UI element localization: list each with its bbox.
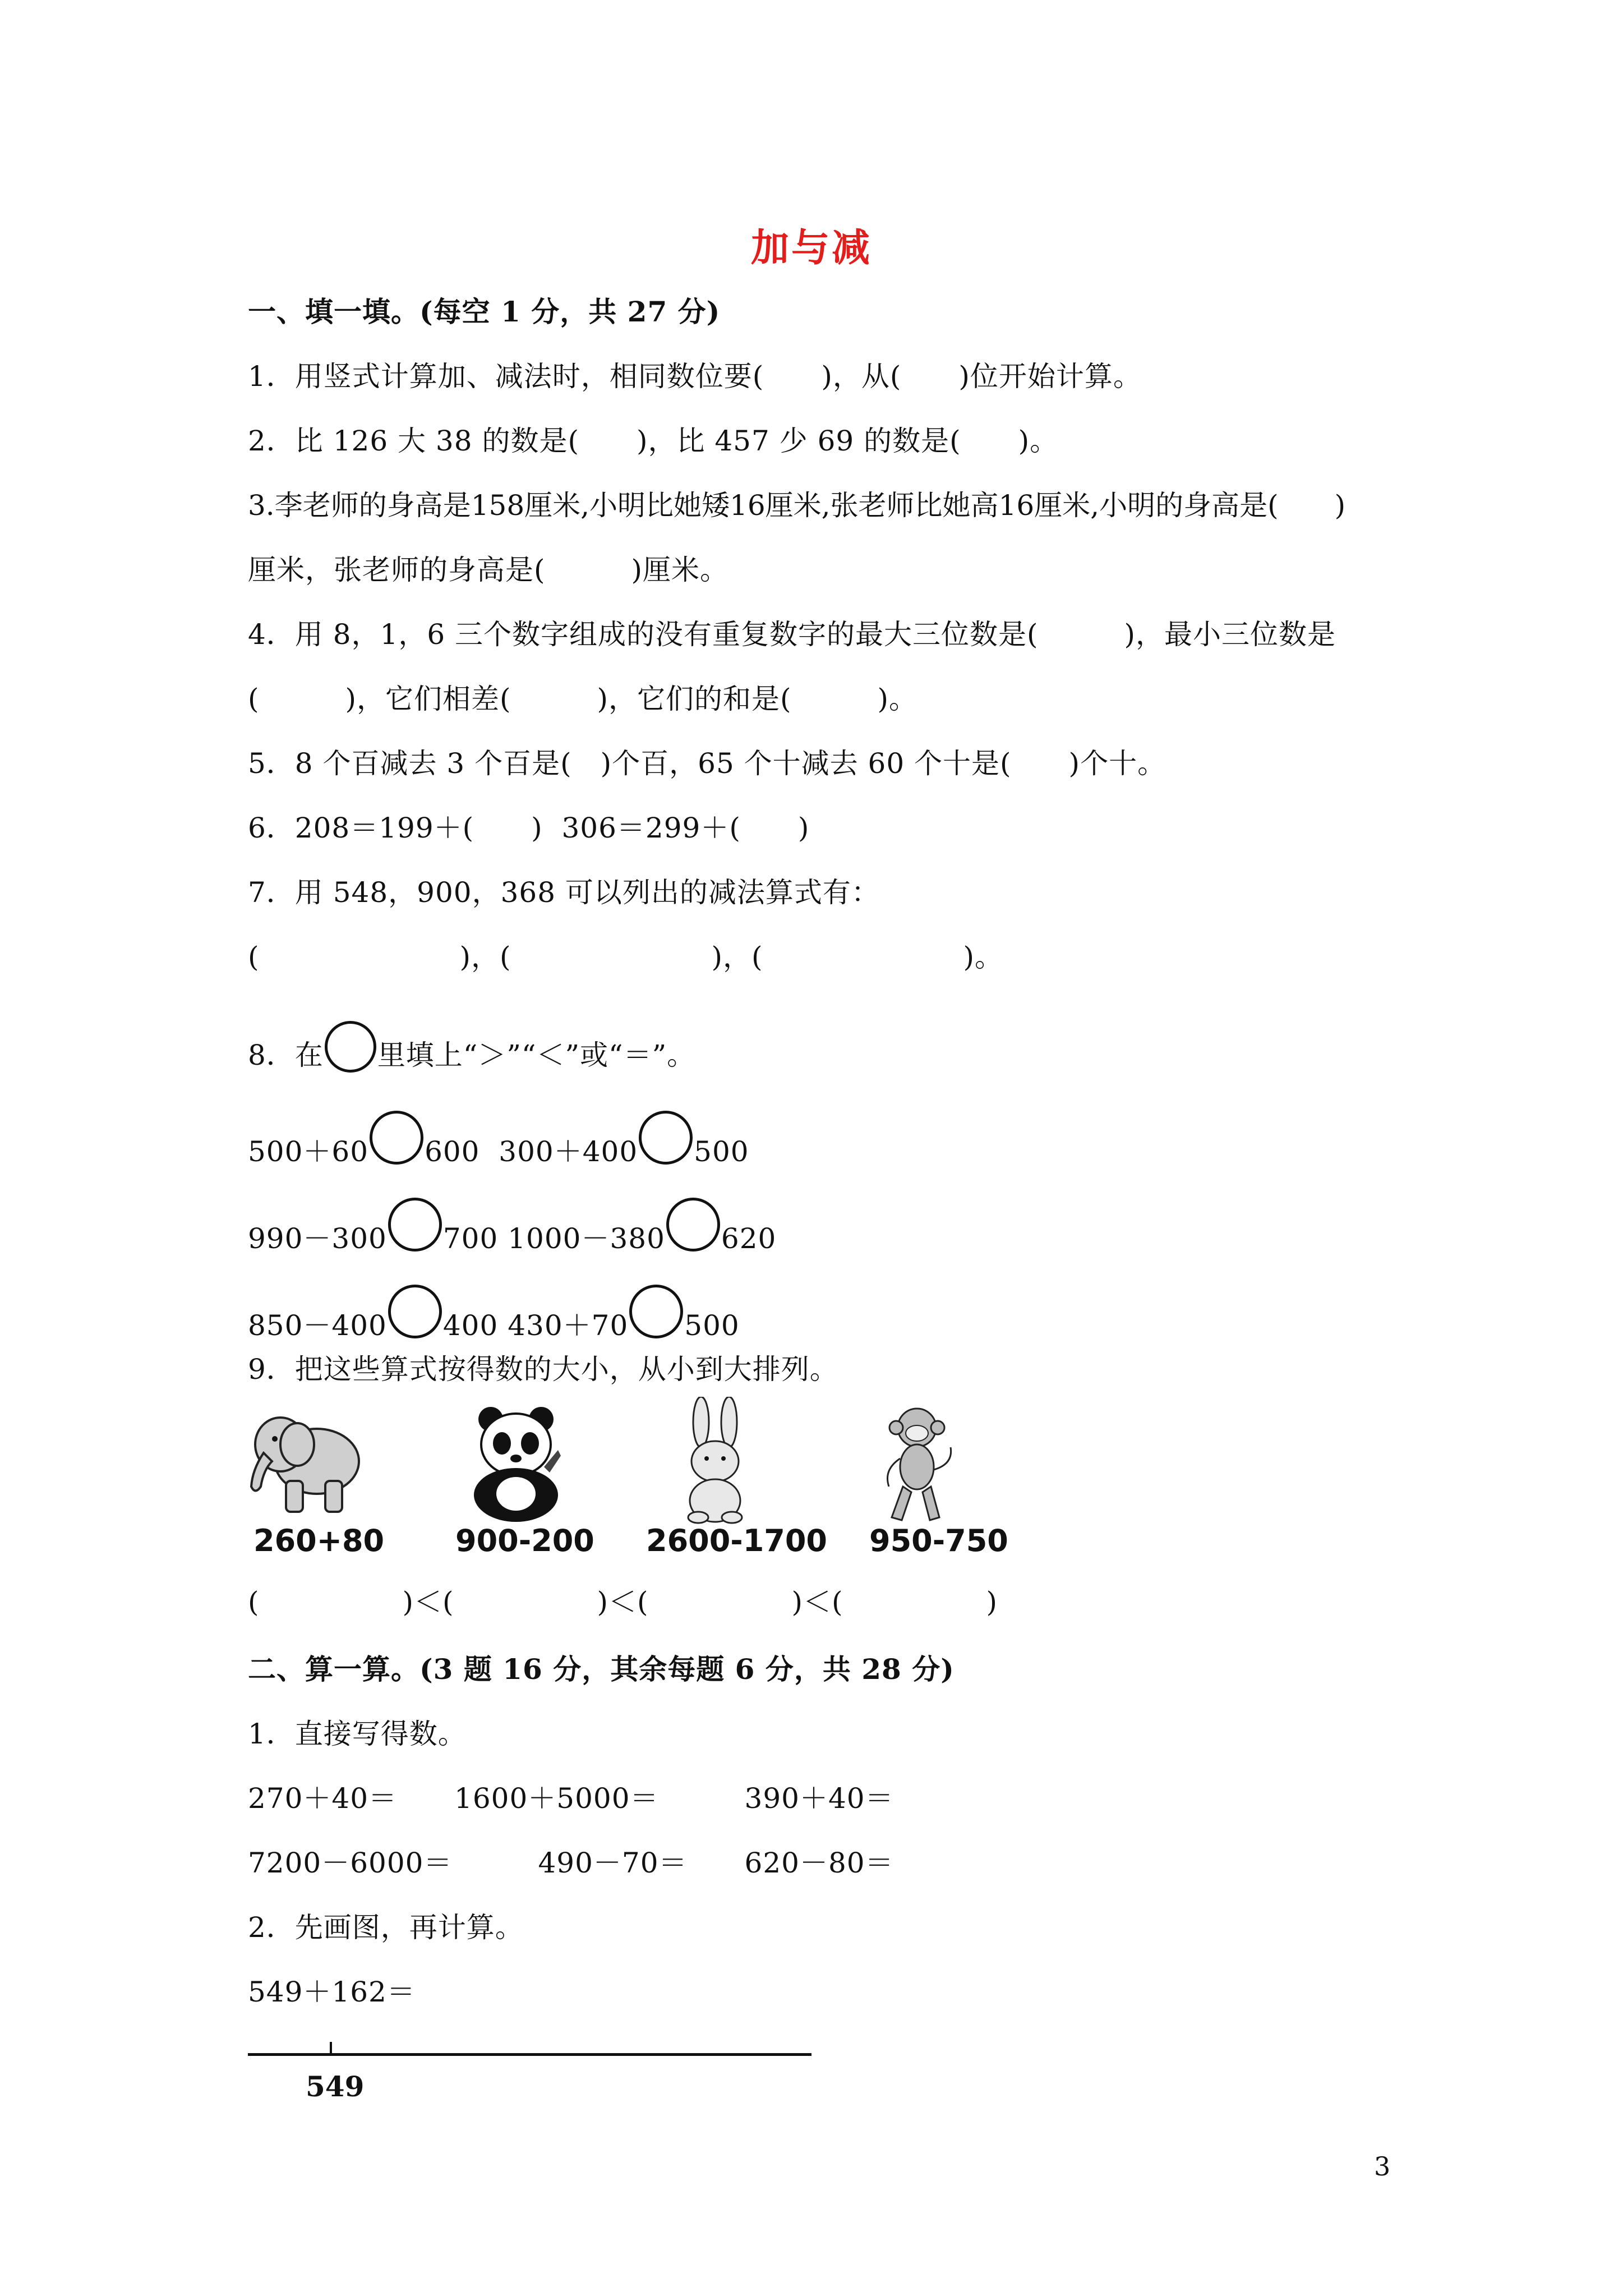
question-7-line2: ( )，( )，( )。 bbox=[248, 941, 1004, 973]
compare-row-3 bbox=[248, 1285, 740, 1343]
compare-left: 300＋400 bbox=[499, 1135, 638, 1168]
question-9-answer: ( )＜( )＜( )＜( ) bbox=[248, 1586, 998, 1618]
compare-right: 500 bbox=[684, 1309, 740, 1342]
panda-icon bbox=[460, 1400, 572, 1523]
elephant-icon bbox=[241, 1397, 370, 1520]
page-title: 加与减 bbox=[750, 226, 872, 270]
compare-right: 700 bbox=[442, 1222, 499, 1255]
question-4-line2: ( )，它们相差( )，它们的和是( )。 bbox=[248, 683, 918, 715]
question-7-line1: 7．用 548，900，368 可以列出的减法算式有： bbox=[248, 876, 880, 909]
compare-left: 850－400 bbox=[248, 1309, 387, 1342]
compare-right: 620 bbox=[721, 1222, 777, 1255]
compare-circle[interactable] bbox=[388, 1198, 442, 1251]
compare-circle[interactable] bbox=[629, 1285, 683, 1338]
expr-monkey: 950-750 bbox=[869, 1523, 1008, 1558]
compare-row-1 bbox=[248, 1111, 749, 1169]
question-8 bbox=[248, 1021, 695, 1073]
question-3-line2: 厘米，张老师的身高是( )厘米。 bbox=[248, 554, 729, 586]
question-5: 5．8 个百减去 3 个百是( )个百，65 个十减去 60 个十是( )个十。 bbox=[248, 747, 1166, 780]
monkey-icon bbox=[875, 1402, 959, 1526]
compare-right: 600 bbox=[425, 1135, 480, 1168]
expr-elephant: 260+80 bbox=[253, 1523, 385, 1558]
number-line-tick bbox=[330, 2042, 332, 2056]
question-1: 1．用竖式计算加、减法时，相同数位要( )，从( )位开始计算。 bbox=[248, 360, 1142, 393]
question-9: 9．把这些算式按得数的大小，从小到大排列。 bbox=[248, 1353, 838, 1386]
question-8-pre: 8．在 bbox=[248, 1039, 324, 1071]
section2-question-1: 1．直接写得数。 bbox=[248, 1718, 467, 1750]
section1-heading: 一、填一填。(每空 1 分，共 27 分) bbox=[248, 295, 721, 328]
compare-left: 430＋70 bbox=[508, 1309, 629, 1342]
compare-right: 400 bbox=[442, 1309, 499, 1342]
page-number: 3 bbox=[1374, 2151, 1391, 2182]
section2-question-2-expr: 549＋162＝ bbox=[248, 1976, 416, 2008]
compare-left: 500＋60 bbox=[248, 1135, 369, 1168]
compare-circle[interactable] bbox=[639, 1111, 693, 1165]
compare-circle[interactable] bbox=[388, 1285, 442, 1338]
question-4-line1: 4．用 8，1，6 三个数字组成的没有重复数字的最大三位数是( )，最小三位数是 bbox=[248, 618, 1336, 651]
question-2: 2．比 126 大 38 的数是( )，比 457 少 69 的数是( )。 bbox=[248, 425, 1059, 457]
compare-row-2 bbox=[248, 1198, 776, 1256]
calc-row-1: 270＋40＝ 1600＋5000＝ 390＋40＝ bbox=[248, 1782, 894, 1815]
compare-left: 1000－380 bbox=[508, 1222, 665, 1255]
rabbit-icon bbox=[673, 1397, 757, 1526]
compare-right: 500 bbox=[694, 1135, 749, 1168]
compare-left: 990－300 bbox=[248, 1222, 387, 1255]
section2-heading: 二、算一算。(3 题 16 分，其余每题 6 分，共 28 分) bbox=[248, 1653, 955, 1686]
expr-panda: 900-200 bbox=[455, 1523, 594, 1558]
calc-row-2: 7200－6000＝ 490－70＝ 620－80＝ bbox=[248, 1847, 894, 1879]
number-line bbox=[248, 2053, 811, 2056]
compare-circle[interactable] bbox=[325, 1021, 376, 1073]
compare-circle[interactable] bbox=[666, 1198, 720, 1251]
question-3-line1: 3.李老师的身高是158厘米,小明比她矮16厘米,张老师比她高16厘米,小明的身高是( ) bbox=[248, 489, 1346, 522]
question-6: 6．208＝199＋( ) 306＝299＋( ) bbox=[248, 812, 810, 844]
compare-circle[interactable] bbox=[370, 1111, 423, 1165]
question-8-post: 里填上“＞”“＜”或“＝”。 bbox=[377, 1039, 696, 1071]
number-line-label: 549 bbox=[306, 2070, 365, 2103]
expr-rabbit: 2600-1700 bbox=[646, 1523, 827, 1558]
section2-question-2: 2．先画图，再计算。 bbox=[248, 1911, 524, 1944]
